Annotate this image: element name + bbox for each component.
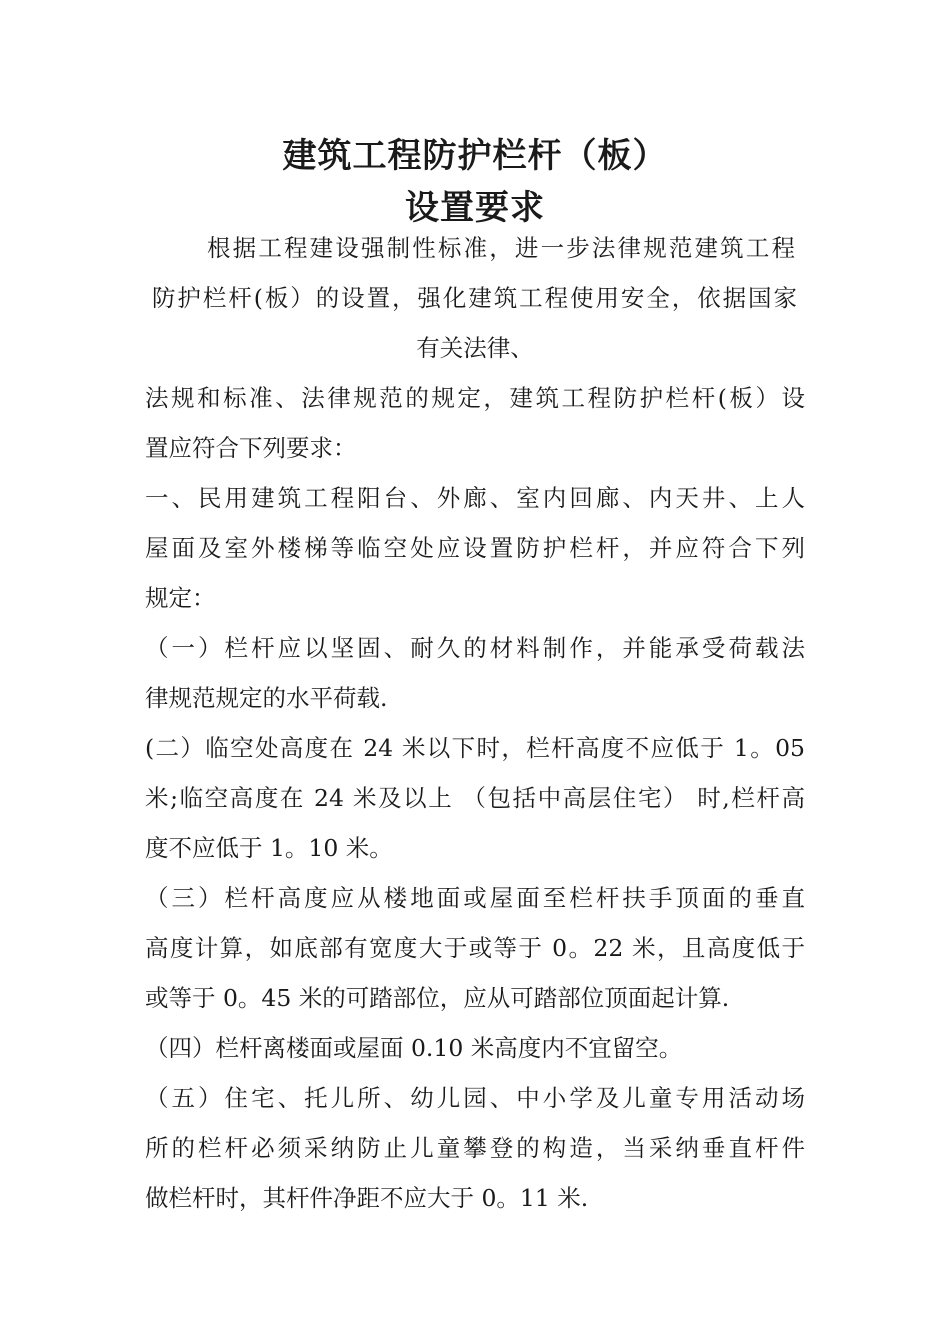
paragraph-line: （五）住宅、托儿所、幼儿园、中小学及儿童专用活动场 — [145, 1084, 805, 1112]
paragraph-line: 规定： — [145, 584, 216, 612]
paragraph-line: 或等于 0。45 米的可踏部位，应从可踏部位顶面起计算. — [145, 984, 730, 1012]
paragraph-line: （三）栏杆高度应从楼地面或屋面至栏杆扶手顶面的垂直 — [145, 884, 805, 912]
paragraph-line: 根据工程建设强制性标准，进一步法律规范建筑工程 — [207, 234, 795, 262]
paragraph-line: 屋面及室外楼梯等临空处应设置防护栏杆，并应符合下列 — [145, 534, 805, 562]
paragraph-line: 置应符合下列要求： — [145, 434, 357, 462]
paragraph-line: 律规范规定的水平荷载. — [145, 684, 388, 712]
paragraph-line: （四）栏杆离楼面或屋面 0.10 米高度内不宜留空。 — [145, 1034, 683, 1062]
paragraph-line: 一、民用建筑工程阳台、外廊、室内回廊、内天井、上人 — [145, 484, 805, 512]
paragraph-line: 有关法律、 — [416, 334, 534, 362]
paragraph-line: 度不应低于 1。10 米。 — [145, 834, 393, 862]
paragraph-line: 法规和标准、法律规范的规定，建筑工程防护栏杆(板）设 — [145, 384, 805, 412]
document-title: 建筑工程防护栏杆（板） — [282, 136, 668, 176]
paragraph-line: 高度计算，如底部有宽度大于或等于 0。22 米，且高度低于 — [145, 934, 805, 962]
paragraph-line: 做栏杆时，其杆件净距不应大于 0。11 米. — [145, 1184, 589, 1212]
paragraph-line: (二）临空处高度在 24 米以下时，栏杆高度不应低于 1。05 — [145, 734, 805, 762]
paragraph-line: （一）栏杆应以坚固、耐久的材料制作，并能承受荷载法 — [145, 634, 805, 662]
paragraph-line: 米;临空高度在 24 米及以上 （包括中高层住宅） 时,栏杆高 — [145, 784, 805, 812]
document-subtitle: 设置要求 — [405, 188, 545, 228]
paragraph-line: 防护栏杆(板）的设置，强化建筑工程使用安全，依据国家 — [152, 284, 797, 312]
paragraph-line: 所的栏杆必须采纳防止儿童攀登的构造，当采纳垂直杆件 — [145, 1134, 805, 1162]
